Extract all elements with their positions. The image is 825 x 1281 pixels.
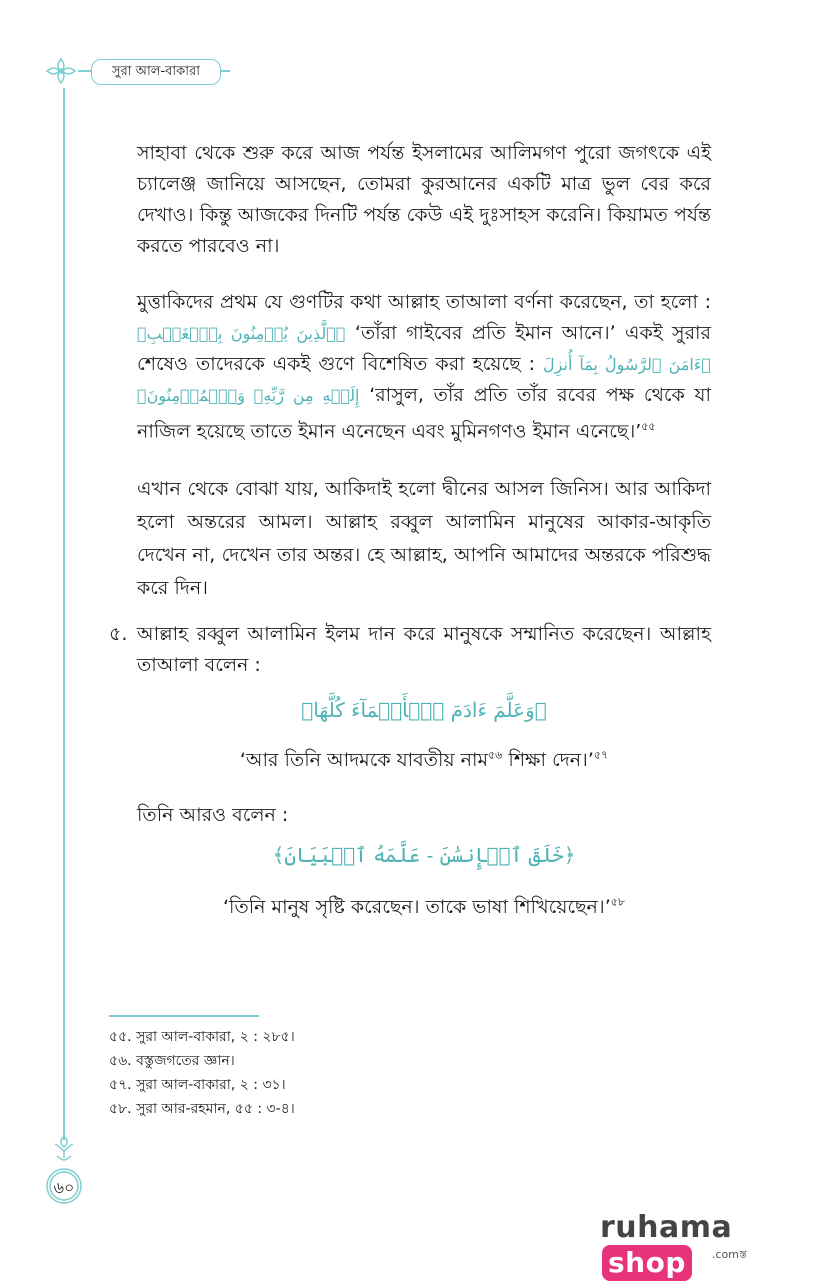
footnote-ref-56: ৫৬ bbox=[488, 748, 503, 762]
translation-1-text-a: ‘আর তিনি আদমকে যাবতীয় নাম bbox=[239, 749, 489, 771]
translation-2-text: ‘তিনি মানুষ সৃষ্টি করেছেন। তাকে ভাষা শিখিয়েছেন।’ bbox=[222, 896, 611, 918]
translation-1-text-b: শিক্ষা দেন।’ bbox=[502, 749, 594, 771]
page-number-ornament-icon bbox=[43, 1134, 85, 1214]
logo-shop: shop bbox=[602, 1245, 692, 1281]
footnote-57: ৫৭. সুরা আল-বাকারা, ২ : ৩১। bbox=[109, 1077, 286, 1093]
arabic-quote-1: ﴿ٱلَّذِينَ يُؤۡمِنُونَ بِٱلۡغَيۡبِ﴾ bbox=[137, 324, 346, 343]
footnote-divider bbox=[109, 1015, 259, 1017]
arabic-verse-2: ﴿خَلَقَ ٱلۡإِنسَٰنَ - عَلَّمَهُ ٱلۡبَيَانَ﴾ bbox=[272, 843, 576, 867]
list-item-5-text: আল্লাহ রব্বুল আলামিন ইলম দান করে মানুষকে সম্মানিত করেছেন। আল্লাহ তাআলা বলেন : bbox=[137, 623, 711, 676]
logo-com: .comস্ত bbox=[712, 1248, 747, 1261]
running-header: সুরা আল-বাকারা bbox=[91, 59, 221, 85]
translation-2 bbox=[137, 893, 711, 925]
footnote-56: ৫৬. বস্তুজগতের জ্ঞান। bbox=[109, 1053, 235, 1069]
paragraph-2-text-c: ‘রাসুল, তাঁর প্রতি তাঁর রবের পক্ষ থেকে যা নাজিল হয়েছে তাতে ইমান এনেছেন এবং মুমিনগণও ইমান এনেছে।’ bbox=[137, 384, 712, 443]
footnotes bbox=[109, 1025, 295, 1121]
paragraph-2 bbox=[137, 287, 711, 447]
paragraph-2-text-a: মুত্তাকিদের প্রথম যে গুণটির কথা আল্লাহ তাআলা বর্ণনা করেছেন, তা হলো : bbox=[137, 291, 711, 313]
footnote-55: ৫৫. সুরা আল-বাকারা, ২ : ২৮৫। bbox=[109, 1029, 295, 1045]
logo-ruhama: ruhama bbox=[600, 1210, 733, 1245]
intro-text-2: তিনি আরও বলেন : bbox=[137, 804, 289, 826]
arabic-quote-2: ﴿ءَامَنَ ٱلرَّسُولُ بِمَآ أُنزِلَ إِلَيۡهِ مِن رَّبِّهِۦ وَٱلۡمُؤۡمِنُونَ﴾ bbox=[137, 355, 711, 405]
footnote-ref-55: ৫৫ bbox=[641, 420, 656, 433]
ruhamashop-logo bbox=[600, 1210, 780, 1279]
translation-1 bbox=[137, 746, 711, 778]
footnote-58: ৫৮. সুরা আর-রহমান, ৫৫ : ৩-৪। bbox=[109, 1101, 295, 1117]
page-number: ৬০ bbox=[53, 1178, 75, 1197]
paragraph-3: এখান থেকে বোঝা যায়, আকিদাই হলো দ্বীনের আসল জিনিস। আর আকিদা হলো অন্তরের আমল। আল্লাহ রব্বুল আলামিন মানুষের আকার-আকৃতি দেখেন না, দেখেন তার অন্তর। হে আল্লাহ, আপনি আমাদের অন্তরকে পরিশুদ্ধ করে দিন। bbox=[137, 478, 711, 599]
arabic-verse-1: ﴿وَعَلَّمَ ءَادَمَ ٱلۡأَسۡمَآءَ كُلَّهَا﴾ bbox=[301, 698, 547, 722]
paragraph-1: সাহাবা থেকে শুরু করে আজ পর্যন্ত ইসলামের আলিমগণ পুরো জগৎকে এই চ্যালেঞ্জ জানিয়ে আসছেন, তোমরা কুরআনের একটি মাত্র ভুল বের করে দেখাও। কিন্তু আজকের দিনটি পর্যন্ত কেউ এই দুঃসাহস করেনি। কিয়ামত পর্যন্ত করতে পারবেও না। bbox=[137, 142, 711, 257]
margin-rule bbox=[63, 88, 65, 1140]
paragraph-2-text-b: ‘তাঁরা গাইবের প্রতি ইমান আনে।’ একই সুরার শেষেও তাদেরকে একই গুণে বিশেষিত করা হয়েছে : bbox=[137, 322, 711, 375]
footnote-ref-57: ৫৭ bbox=[593, 748, 609, 762]
header-ornament-icon bbox=[44, 56, 78, 86]
list-number: ৫. bbox=[109, 623, 128, 645]
footnote-ref-58: ৫৮ bbox=[610, 895, 626, 909]
